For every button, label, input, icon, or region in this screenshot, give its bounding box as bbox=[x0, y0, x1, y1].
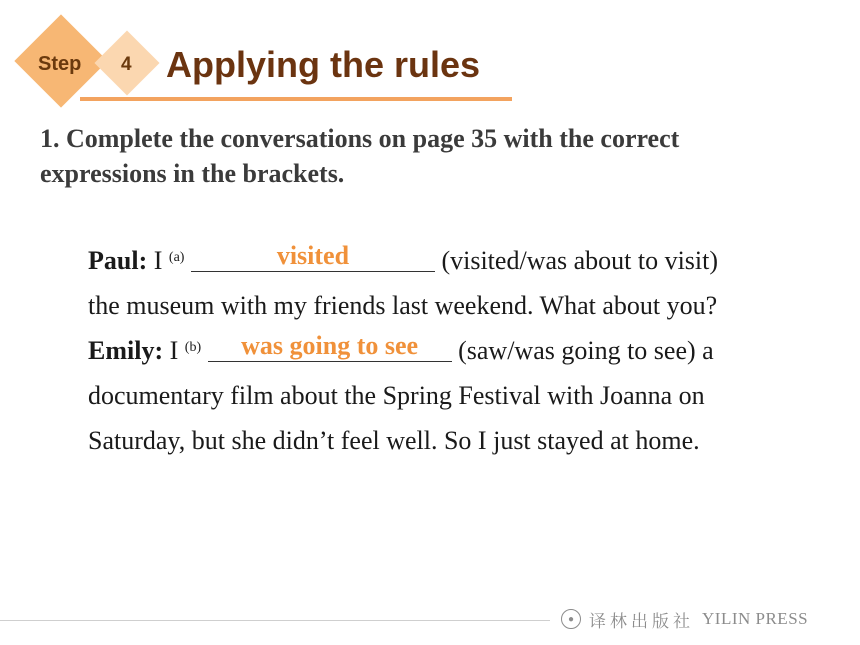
title-underline bbox=[80, 97, 512, 101]
line-text-after: (saw/was going to see) a documentary film about the Spring Festival with Joanna on Saturday, but she didn’t feel well. So I just stayed at home. bbox=[88, 336, 714, 455]
dialogue-line-emily bbox=[88, 328, 748, 463]
blank-marker: (b) bbox=[184, 340, 202, 355]
answer-blank bbox=[208, 333, 452, 362]
yilin-logo-icon: ● bbox=[561, 609, 581, 629]
publisher-brand bbox=[561, 606, 808, 632]
speaker-name: Paul: bbox=[88, 246, 148, 275]
brand-english: YILIN PRESS bbox=[702, 609, 809, 628]
brand-chinese: 译林出版社 bbox=[589, 611, 694, 632]
line-text-before: I bbox=[163, 336, 185, 365]
step-label: Step bbox=[38, 53, 82, 75]
answer-text: was going to see bbox=[241, 331, 419, 360]
page-title: Applying the rules bbox=[166, 44, 481, 85]
speaker-name: Emily: bbox=[88, 336, 164, 365]
answer-blank bbox=[191, 243, 435, 272]
footer-divider bbox=[0, 620, 550, 621]
dialogue-line-paul bbox=[88, 238, 748, 328]
line-text-after: (visited/was about to visit) the museum with my friends last weekend. What about you? bbox=[88, 246, 719, 320]
line-text-before: I bbox=[147, 246, 169, 275]
answer-text: visited bbox=[276, 241, 350, 270]
conversation bbox=[88, 238, 748, 463]
blank-marker: (a) bbox=[168, 250, 185, 265]
step-number: 4 bbox=[121, 54, 132, 75]
instruction-text: 1. Complete the conversations on page 35 with the correct expressions in the brackets. bbox=[40, 124, 680, 188]
